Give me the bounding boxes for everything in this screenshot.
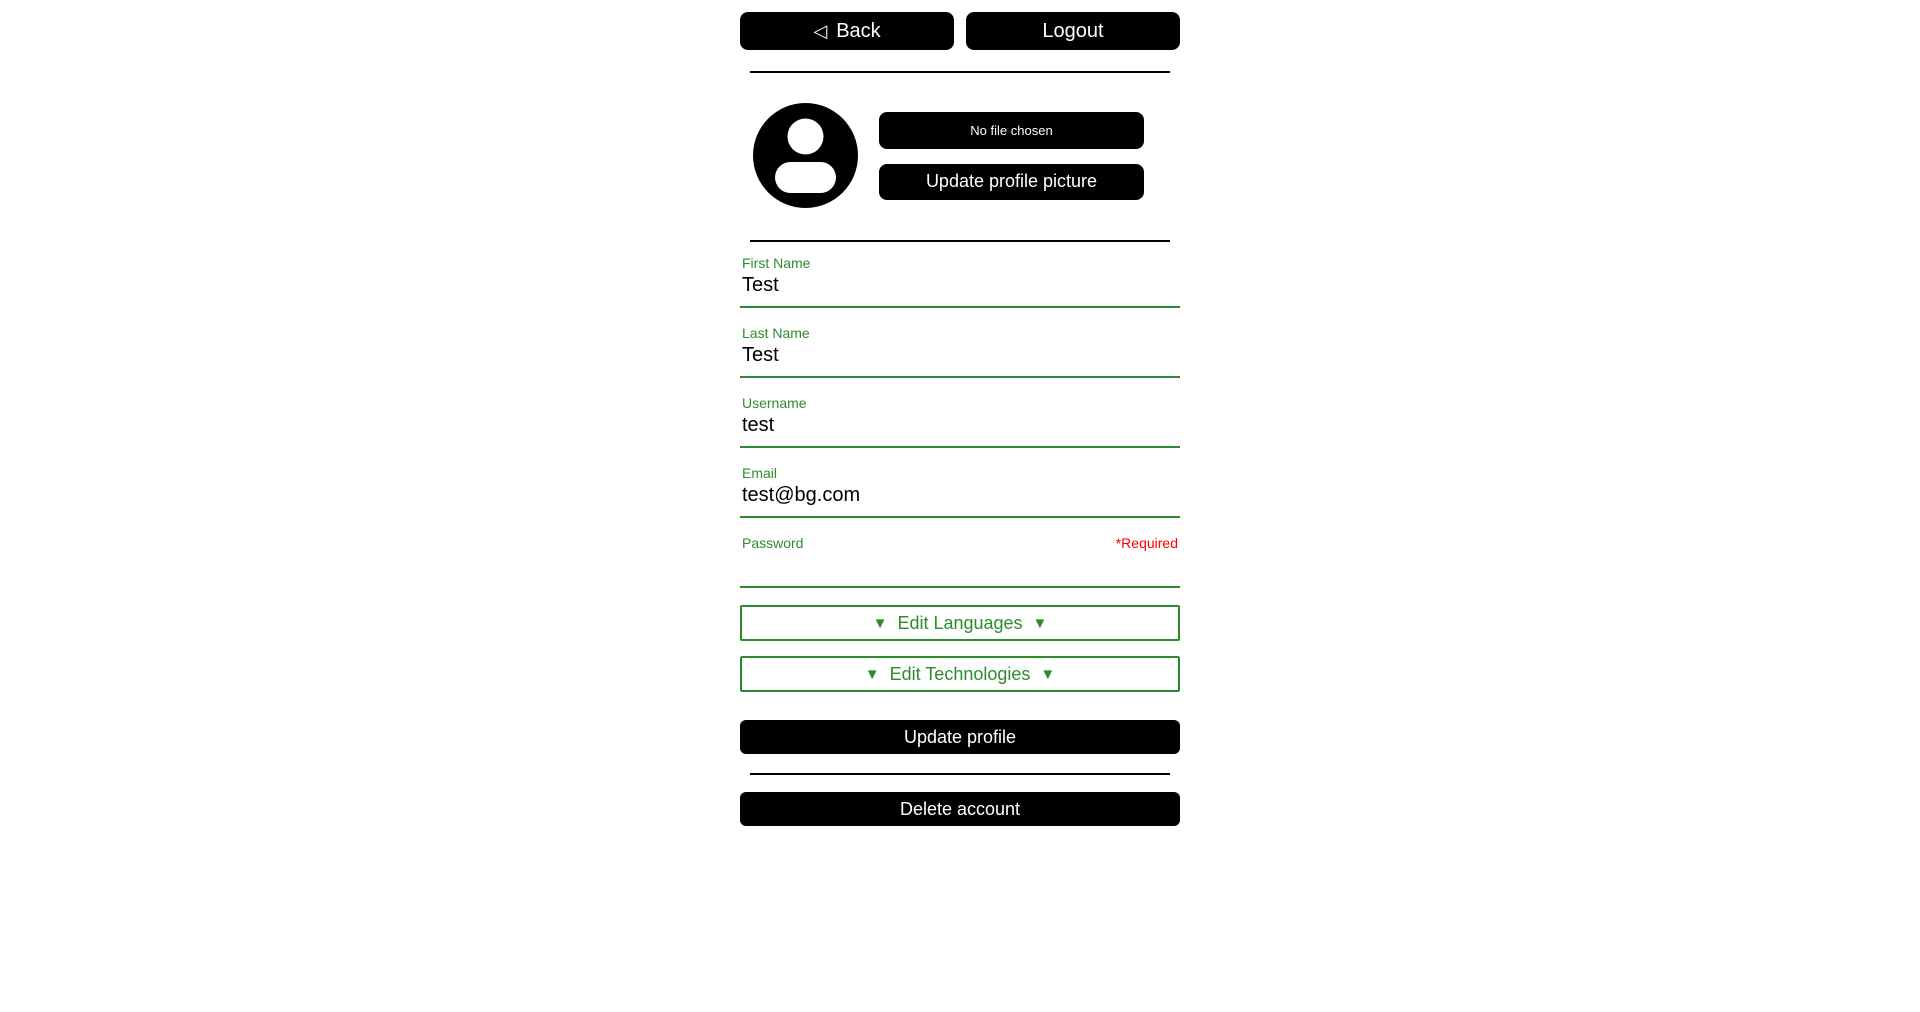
- chevron-down-icon: ▼: [1032, 614, 1048, 632]
- profile-picture-section: [740, 103, 1180, 208]
- first-name-field: [740, 255, 1180, 308]
- divider: [750, 71, 1170, 73]
- last-name-input[interactable]: [740, 342, 1180, 378]
- chevron-down-icon: ▼: [864, 665, 880, 683]
- file-status-label: No file chosen: [970, 122, 1053, 138]
- profile-page: [740, 0, 1180, 826]
- update-profile-label: Update profile: [903, 726, 1017, 747]
- top-button-row: [740, 12, 1180, 50]
- delete-account-button[interactable]: [740, 792, 1180, 826]
- delete-account-label: Delete account: [899, 798, 1021, 819]
- username-label: Username: [742, 395, 807, 411]
- password-label-row: [740, 535, 1180, 552]
- back-button-label: Back: [836, 19, 881, 42]
- file-input-status[interactable]: [879, 112, 1144, 149]
- last-name-label: Last Name: [742, 325, 810, 341]
- password-label: Password: [742, 535, 804, 551]
- edit-languages-button[interactable]: [740, 605, 1180, 641]
- required-note: *Required: [1115, 535, 1178, 551]
- edit-technologies-button[interactable]: [740, 656, 1180, 692]
- chevron-down-icon: ▼: [872, 614, 888, 632]
- last-name-field: [740, 325, 1180, 378]
- edit-technologies-label: Edit Technologies: [889, 663, 1031, 684]
- email-label: Email: [742, 465, 778, 481]
- username-field: [740, 395, 1180, 448]
- first-name-label: First Name: [742, 255, 811, 271]
- logout-button-label: Logout: [1042, 19, 1104, 42]
- password-input[interactable]: [740, 552, 1180, 588]
- back-button[interactable]: [740, 12, 954, 50]
- edit-languages-label: Edit Languages: [897, 612, 1023, 633]
- profile-form: [740, 255, 1180, 754]
- divider: [750, 773, 1170, 775]
- picture-controls: [879, 112, 1144, 200]
- person-avatar-icon: [753, 103, 858, 208]
- logout-button[interactable]: [966, 12, 1180, 50]
- update-profile-picture-button[interactable]: [879, 164, 1144, 200]
- username-input[interactable]: [740, 412, 1180, 448]
- chevron-down-icon: ▼: [1040, 665, 1056, 683]
- update-profile-button[interactable]: [740, 720, 1180, 754]
- back-arrow-icon: ◁: [813, 21, 828, 41]
- first-name-input[interactable]: [740, 272, 1180, 308]
- email-input[interactable]: [740, 482, 1180, 518]
- email-field: [740, 465, 1180, 518]
- password-field: [740, 535, 1180, 588]
- divider: [750, 240, 1170, 242]
- update-picture-label: Update profile picture: [925, 171, 1098, 191]
